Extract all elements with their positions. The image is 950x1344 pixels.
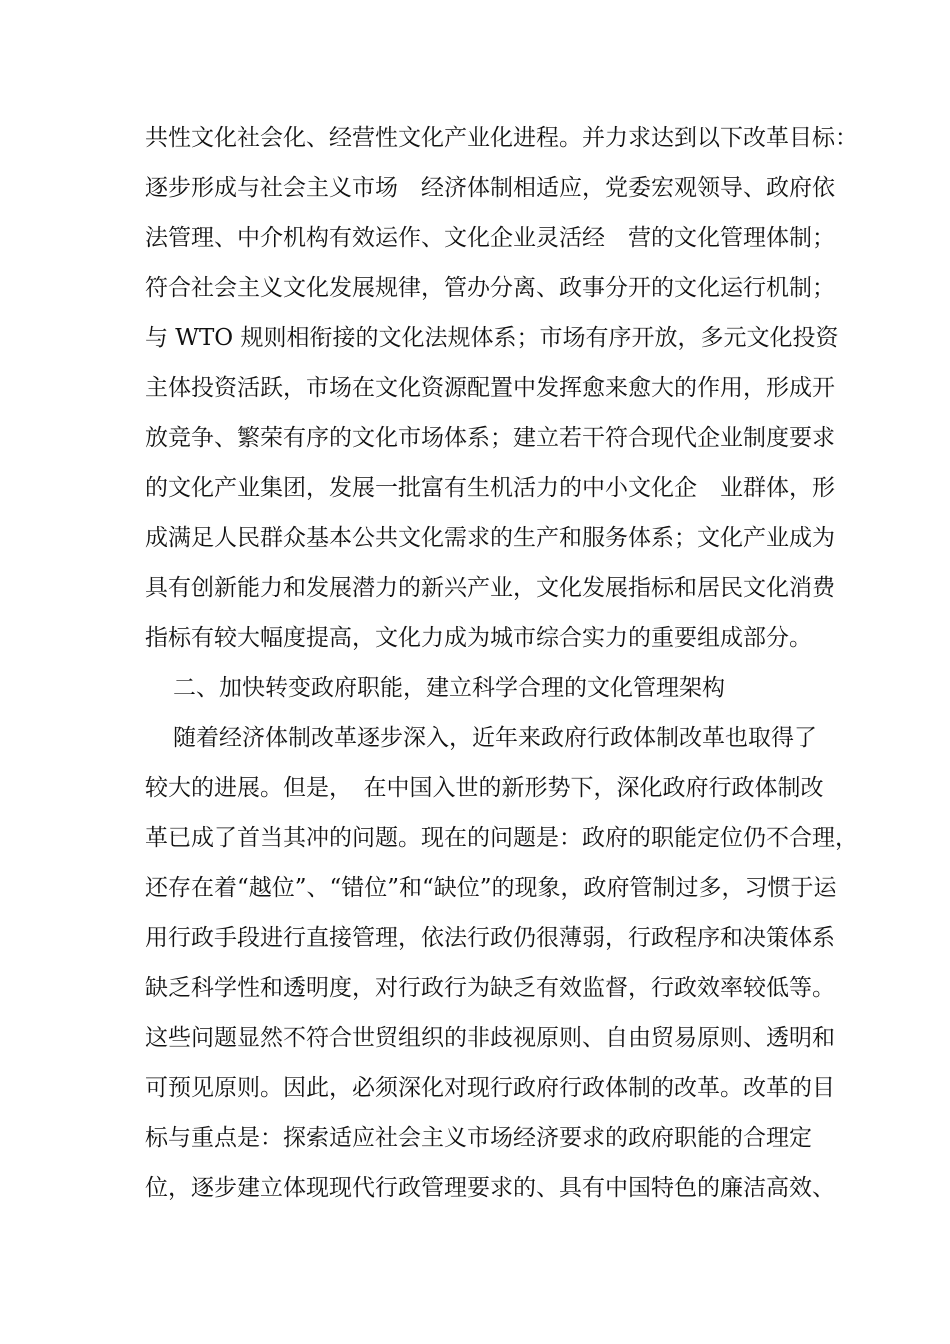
text-line: 具有创新能力和发展潜力的新兴产业，文化发展指标和居民文化消费 bbox=[145, 575, 835, 601]
text-line: 革已成了首当其冲的问题。现在的问题是：政府的职能定位仍不合理， bbox=[145, 825, 858, 851]
text-line: 的文化产业集团，发展一批富有生机活力的中小文化企 业群体，形 bbox=[145, 475, 835, 501]
text-line: 用行政手段进行直接管理，依法行政仍很薄弱，行政程序和决策体系 bbox=[145, 925, 835, 951]
text-line: 这些问题显然不符合世贸组织的非歧视原则、自由贸易原则、透明和 bbox=[145, 1025, 835, 1051]
text-line: 放竞争、繁荣有序的文化市场体系；建立若干符合现代企业制度要求 bbox=[145, 425, 835, 451]
text-line: 成满足人民群众基本公共文化需求的生产和服务体系；文化产业成为 bbox=[145, 525, 835, 551]
text-line: 随着经济体制改革逐步深入，近年来政府行政体制改革也取得了 bbox=[173, 725, 817, 751]
text-line: 标与重点是：探索适应社会主义市场经济要求的政府职能的合理定 bbox=[145, 1125, 812, 1151]
text-line: 符合社会主义文化发展规律，管办分离、政事分开的文化运行机制； bbox=[145, 275, 835, 301]
body-text bbox=[145, 113, 858, 1213]
text-line: 与 WTO 规则相衔接的文化法规体系；市场有序开放，多元文化投资 bbox=[145, 325, 839, 351]
text-line: 主体投资活跃，市场在文化资源配置中发挥愈来愈大的作用，形成开 bbox=[145, 375, 835, 401]
paragraph-end-line: 指标有较大幅度提高，文化力成为城市综合实力的重要组成部分。 bbox=[145, 625, 812, 651]
text-line: 可预见原则。因此，必须深化对现行政府行政体制的改革。改革的目 bbox=[145, 1075, 835, 1101]
text-line: 还存在着“越位”、“错位”和“缺位”的现象，政府管制过多，习惯于运 bbox=[145, 875, 837, 901]
section-heading: 二、加快转变政府职能，建立科学合理的文化管理架构 bbox=[173, 675, 725, 701]
text-line: 位，逐步建立体现现代行政管理要求的、具有中国特色的廉洁高效、 bbox=[145, 1175, 835, 1201]
text-line: 共性文化社会化、经营性文化产业化进程。并力求达到以下改革目标： bbox=[145, 125, 858, 151]
text-line: 缺乏科学性和透明度，对行政行为缺乏有效监督，行政效率较低等。 bbox=[145, 975, 835, 1001]
text-line: 法管理、中介机构有效运作、文化企业灵活经 营的文化管理体制； bbox=[145, 225, 835, 251]
text-line: 较大的进展。但是， 在中国入世的新形势下，深化政府行政体制改 bbox=[145, 775, 824, 801]
text-line: 逐步形成与社会主义市场 经济体制相适应，党委宏观领导、政府依 bbox=[145, 175, 835, 201]
